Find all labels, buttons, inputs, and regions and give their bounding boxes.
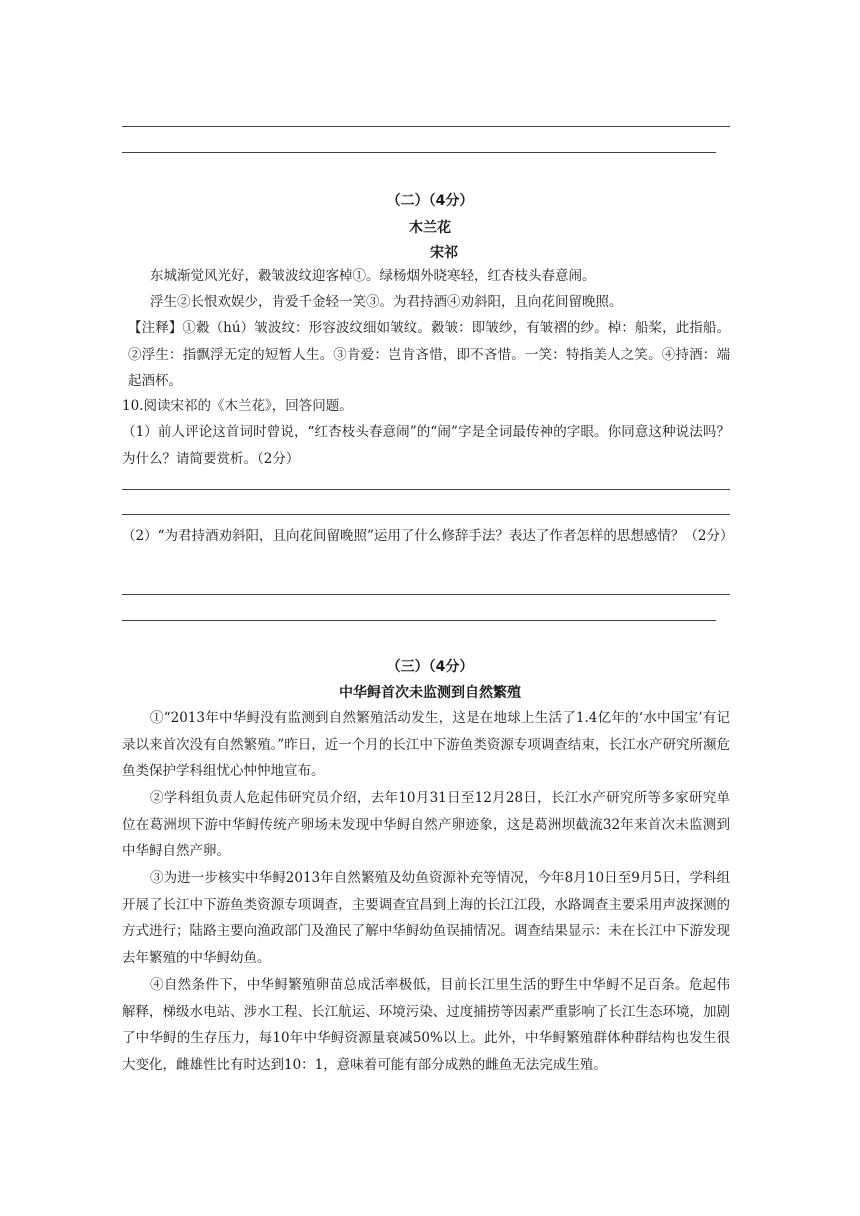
answer-line [122,152,716,153]
answer-line [122,489,730,490]
answer-line [122,514,730,515]
answer-line [122,126,730,127]
article-paragraph: ③为进一步核实中华鲟2013年自然繁殖及幼鱼资源补充等情况，今年8月10日至9月5日，学科组开展了长江中下游鱼类资源专项调查，主要调查宜昌到上海的长江江段，水路调查主要采用声波探测的方式进行；陆路主要向渔政部门及渔民了解中华鲟幼鱼误捕情况。调查结果显示：未在长江中下游发现去年繁殖的中华鲟幼鱼。 [122,870,730,966]
article-title: 中华鲟首次未监测到自然繁殖 [339,685,521,701]
poem-notes: 【注释】①縠（hú）皱波纹：形容波纹细如皱纹。縠皱：即皱纱，有皱褶的纱。棹：船桨，此指船。②浮生：指飘浮无定的短暂人生。③肯爱：岂肯吝惜，即不吝惜。一笑：特指美人之笑。④持酒：端起酒杯。 [128,320,730,389]
answer-line [122,620,716,621]
article-paragraph: ④自然条件下，中华鲟繁殖卵苗总成活率极低，目前长江里生活的野生中华鲟不足百条。危起伟解释，梯级水电站、涉水工程、长江航运、环境污染、过度捕捞等因素严重影响了长江生态环境，加剧了中华鲟的生存压力，每10年中华鲟资源量衰减50%以上。此外，中华鲟繁殖群体种群结构也发生很大变化，雌雄性比有时达到10：1，意味着可能有部分成熟的雌鱼无法完成生殖。 [122,977,730,1073]
article-paragraph: ①“2013年中华鲟没有监测到自然繁殖活动发生，这是在地球上生活了1.4亿年的‘水中国宝’有记录以来首次没有自然繁殖。”昨日，近一个月的长江中下游鱼类资源专项调查结束，长江水产研究所濒危鱼类保护学科组忧心忡忡地宣布。 [122,710,730,779]
section-heading: （三）（4分） [386,659,474,675]
section-heading: （二）（4分） [386,193,474,209]
poem-title: 木兰花 [409,220,451,236]
poem-author: 宋祁 [430,245,458,261]
poem-line: 东城渐觉风光好，縠皱波纹迎客棹①。绿杨烟外晓寒轻，红杏枝头春意闹。 [150,268,596,284]
question-10-1: （1）前人评论这首词时曾说，“红杏枝头春意闹”的“闹”字是全词最传神的字眼。你同意这种说法吗？为什么？请简要赏析。（2分） [122,424,730,467]
poem-line: 浮生②长恨欢娱少，肯爱千金轻一笑③。为君持酒④劝斜阳，且向花间留晚照。 [150,294,623,310]
question-10: 10.阅读宋祁的《木兰花》，回答问题。 [122,398,353,414]
question-10-2: （2）“为君持酒劝斜阳，且向花间留晚照”运用了什么修辞手法？表达了作者怎样的思想感情？（2分） [122,528,734,544]
article-paragraph: ②学科组负责人危起伟研究员介绍，去年10月31日至12月28日，长江水产研究所等多家研究单位在葛洲坝下游中华鲟传统产卵场未发现中华鲟自然产卵迹象，这是葛洲坝截流32年来首次未监测到中华鲟自然产卵。 [122,790,730,859]
answer-line [122,594,730,595]
